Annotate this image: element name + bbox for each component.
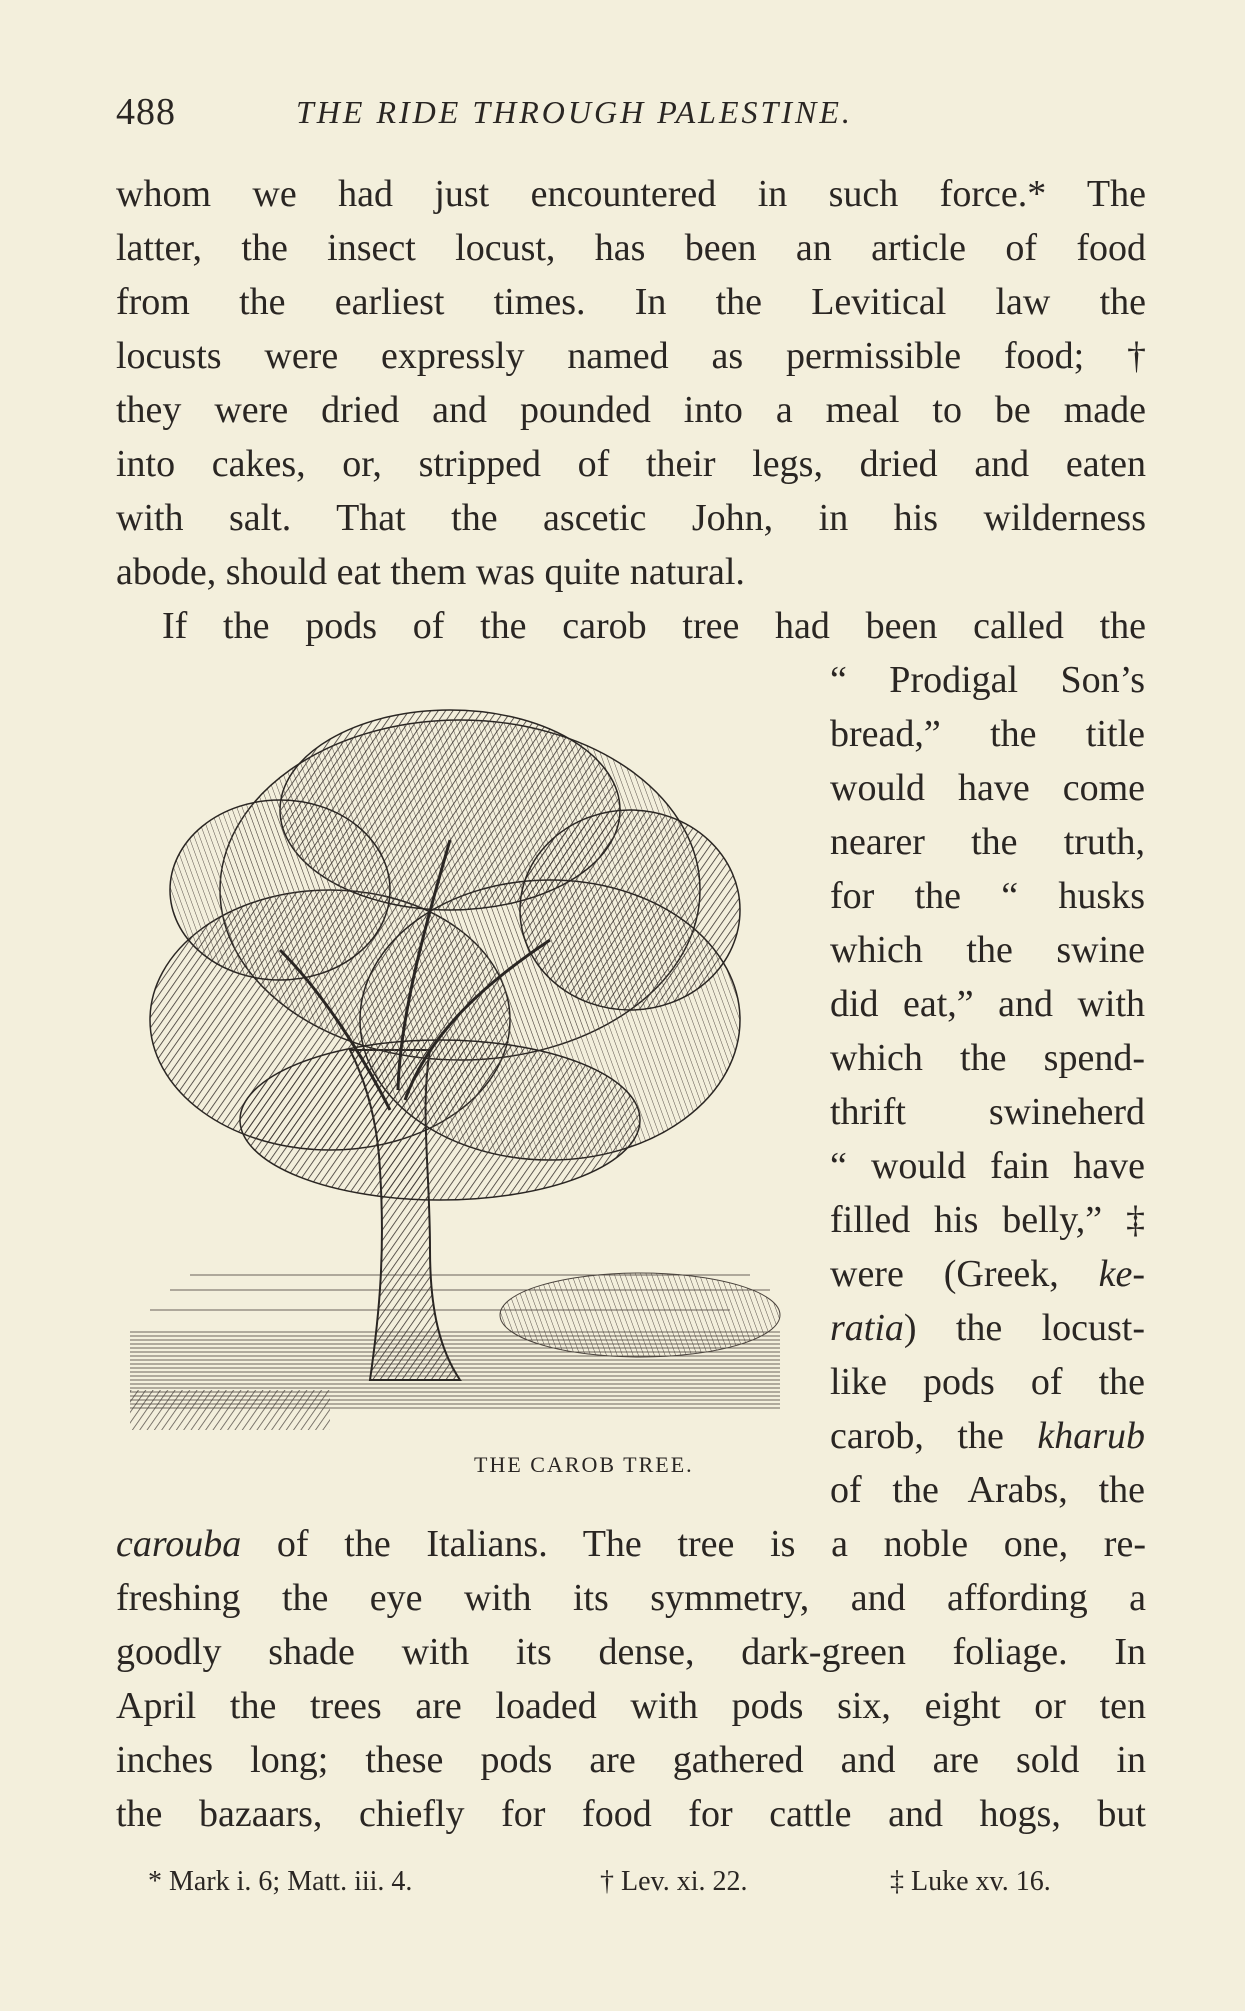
text-line: abode, should eat them was quite natural. <box>116 551 745 593</box>
text-line: thrift swineherd <box>830 1091 1145 1133</box>
text-line: “ Prodigal Son’s <box>830 659 1145 701</box>
text-line: which the swine <box>830 929 1145 971</box>
page-number: 488 <box>116 91 176 133</box>
text-line: for the “ husks <box>830 875 1145 917</box>
text-line: from the earliest times. In the Levitical law the <box>116 281 1146 323</box>
text-line: carob, the kharub <box>830 1415 1145 1457</box>
text-line: freshing the eye with its symmetry, and affording a <box>116 1577 1146 1619</box>
text-line: goodly shade with its dense, dark-green foliage. In <box>116 1631 1146 1673</box>
text-line: they were dried and pounded into a meal to be made <box>116 389 1146 431</box>
text-line: of the Arabs, the <box>830 1469 1145 1511</box>
footnote: † Lev. xi. 22. <box>600 1866 748 1897</box>
text-line: latter, the insect locust, has been an article of food <box>116 227 1146 269</box>
page-header <box>116 90 1116 140</box>
text-line: were (Greek, ke- <box>830 1253 1145 1295</box>
text-line: carouba of the Italians. The tree is a noble one, re- <box>116 1523 1146 1565</box>
text-line: like pods of the <box>830 1361 1145 1403</box>
footnote: * Mark i. 6; Matt. iii. 4. <box>148 1866 413 1897</box>
text-line: which the spend- <box>830 1037 1145 1079</box>
text-line: “ would fain have <box>830 1145 1145 1187</box>
text-line: whom we had just encountered in such force.* The <box>116 173 1146 215</box>
text-line: did eat,” and with <box>830 983 1145 1025</box>
text-line: inches long; these pods are gathered and are sold in <box>116 1739 1146 1781</box>
tree-engraving <box>130 690 790 1450</box>
footnotes <box>148 1866 1108 1906</box>
carob-tree-illustration <box>130 690 790 1480</box>
text-line: ratia) the locust- <box>830 1307 1145 1349</box>
text-line: nearer the truth, <box>830 821 1145 863</box>
text-line: with salt. That the ascetic John, in his wilderness <box>116 497 1146 539</box>
text-line: filled his belly,” ‡ <box>830 1199 1145 1241</box>
text-line: April the trees are loaded with pods six, eight or ten <box>116 1685 1146 1727</box>
footnote: ‡ Luke xv. 16. <box>890 1866 1051 1897</box>
text-line: locusts were expressly named as permissible food; † <box>116 335 1146 377</box>
running-title: THE RIDE THROUGH PALESTINE. <box>296 94 853 130</box>
text-line: the bazaars, chiefly for food for cattle and hogs, but <box>116 1793 1146 1835</box>
text-line: bread,” the title <box>830 713 1145 755</box>
figure-caption: THE CAROB TREE. <box>474 1452 694 1477</box>
text-line: If the pods of the carob tree had been called the <box>162 605 1146 647</box>
text-line: into cakes, or, stripped of their legs, dried and eaten <box>116 443 1146 485</box>
text-line: would have come <box>830 767 1145 809</box>
